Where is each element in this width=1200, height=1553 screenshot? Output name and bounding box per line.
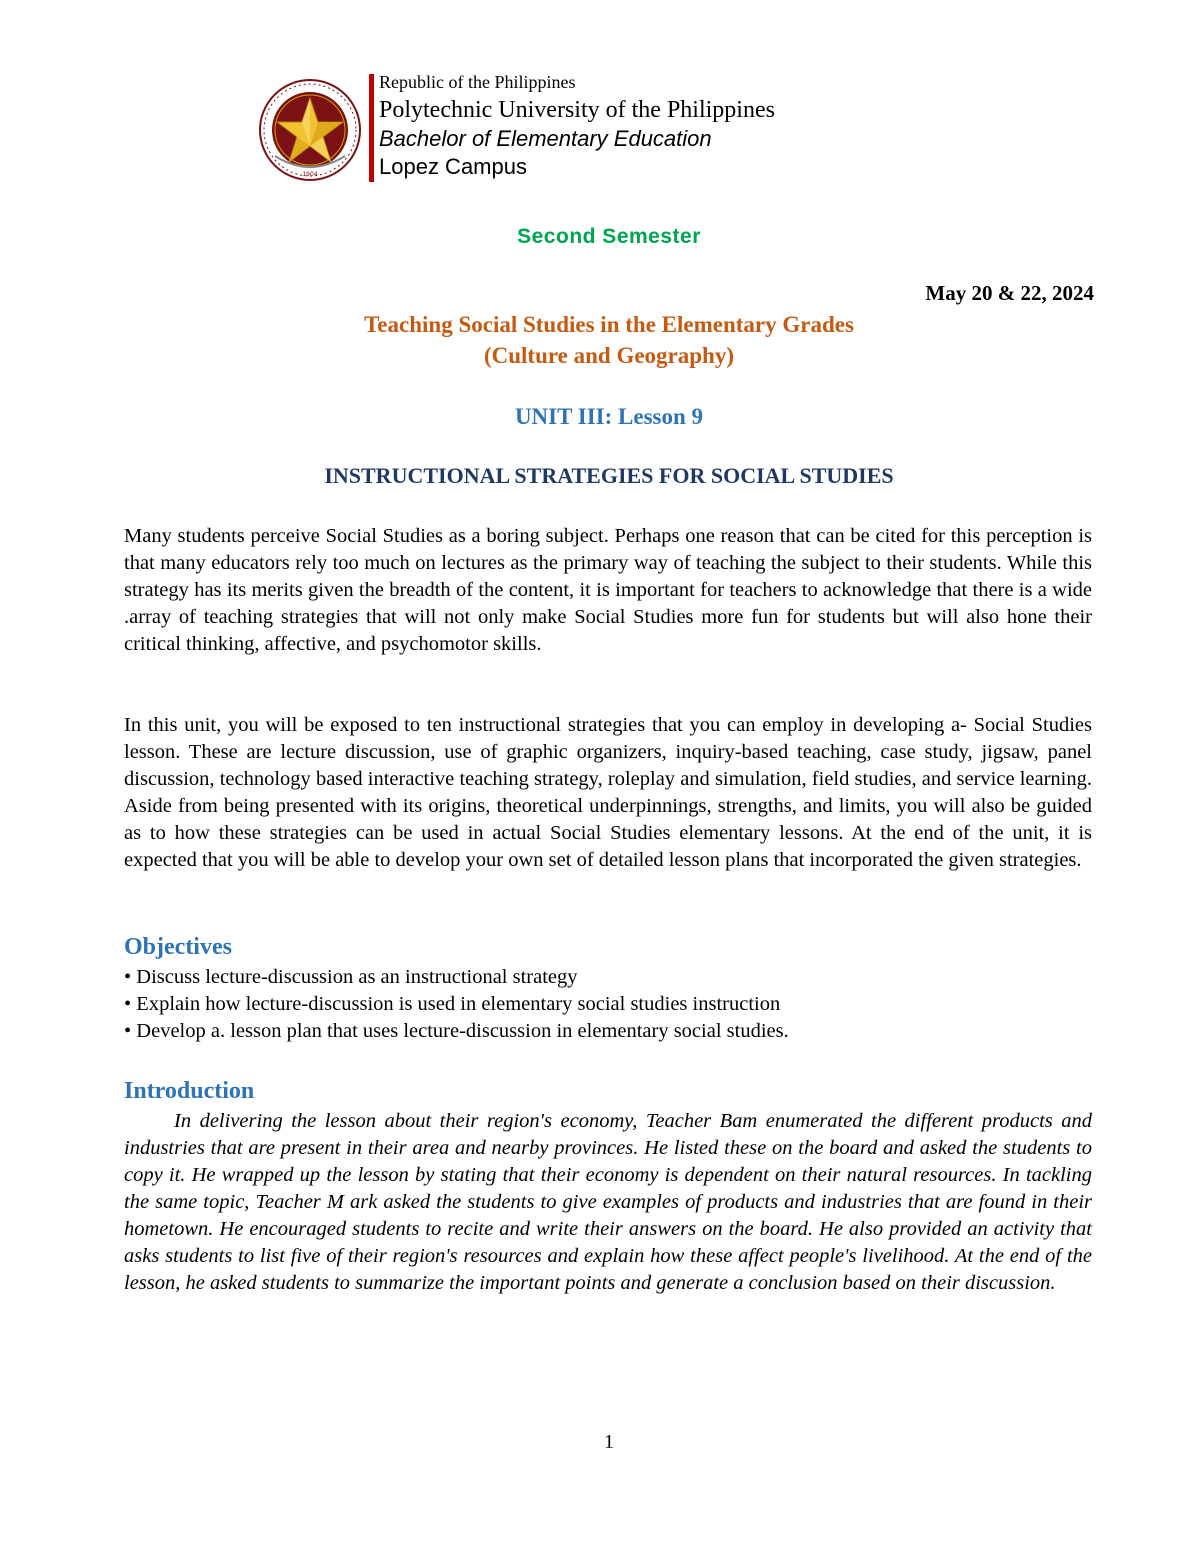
header-divider bbox=[369, 74, 374, 182]
objectives-heading: Objectives bbox=[124, 934, 232, 960]
introduction-heading: Introduction bbox=[124, 1078, 255, 1104]
objectives-list bbox=[124, 964, 1092, 1045]
objective-item: • Discuss lecture-discussion as an instructional strategy bbox=[124, 966, 578, 988]
introduction-text: In delivering the lesson about their region's economy, Teacher Bam enumerated the different products and industries that are present in their area and nearby provinces. He listed these on the board and asked the students to copy it. He wrapped up the lesson by stating that their economy is dependent on their natural resources. In tackling the same topic, Teacher M ark asked the students to give examples of products and industries that are found in their hometown. He encouraged students to recite and write their answers on the board. He also provided an activity that asks students to list five of their region's resources and explain how these affect people's livelihood. At the end of the lesson, he asked students to summarize the important points and generate a conclusion based on their discussion. bbox=[124, 1110, 1092, 1294]
paragraph-2: In this unit, you will be exposed to ten instructional strategies that you can employ in developing a- Social Studies lesson. These are lecture discussion, use of graphic organizers, inquiry-based teaching, case study, jigsaw, panel discussion, technology based interactive teaching strategy, roleplay and simulation, field studies, and service learning. Aside from being presented with its origins, theoretical underpinnings, strengths, and limits, you will also be guided as to how these strategies can be used in actual Social Studies elementary lessons. At the end of the unit, it is expected that you will be able to develop your own set of detailed lesson plans that incorporated the given strategies. bbox=[124, 714, 1092, 871]
header-program: Bachelor of Elementary Education bbox=[379, 126, 712, 151]
course-title bbox=[0, 309, 1200, 371]
objective-item: • Explain how lecture-discussion is used in elementary social studies instruction bbox=[124, 993, 781, 1015]
date-label: May 20 & 22, 2024 bbox=[925, 281, 1094, 305]
objective-item: • Develop a. lesson plan that uses lecture-discussion in elementary social studies. bbox=[124, 1020, 789, 1042]
header-text-block bbox=[379, 70, 775, 181]
lesson-title: INSTRUCTIONAL STRATEGIES FOR SOCIAL STUDIES bbox=[324, 463, 894, 488]
header-republic: Republic of the Philippines bbox=[379, 72, 576, 92]
page-number: 1 bbox=[604, 1431, 614, 1453]
university-seal-icon bbox=[255, 78, 365, 183]
paragraph-1: Many students perceive Social Studies as a boring subject. Perhaps one reason that can be cited for this perception is that many educators rely too much on lectures as the primary way of teaching the subject to their students. While this strategy has its merits given the breadth of the content, it is important for teachers to acknowledge that there is a wide .array of teaching strategies that will not only make Social Studies more fun for students but will also hone their critical thinking, affective, and psychomotor skills. bbox=[124, 525, 1092, 655]
header-university: Polytechnic University of the Philippines bbox=[379, 97, 775, 123]
semester-label: Second Semester bbox=[517, 225, 701, 248]
course-title-line2: (Culture and Geography) bbox=[483, 343, 735, 368]
course-title-line1: Teaching Social Studies in the Elementary Grades bbox=[364, 312, 854, 337]
seal-year: 1904 bbox=[302, 171, 318, 178]
unit-label: UNIT III: Lesson 9 bbox=[514, 404, 704, 429]
header-campus: Lopez Campus bbox=[379, 154, 527, 179]
